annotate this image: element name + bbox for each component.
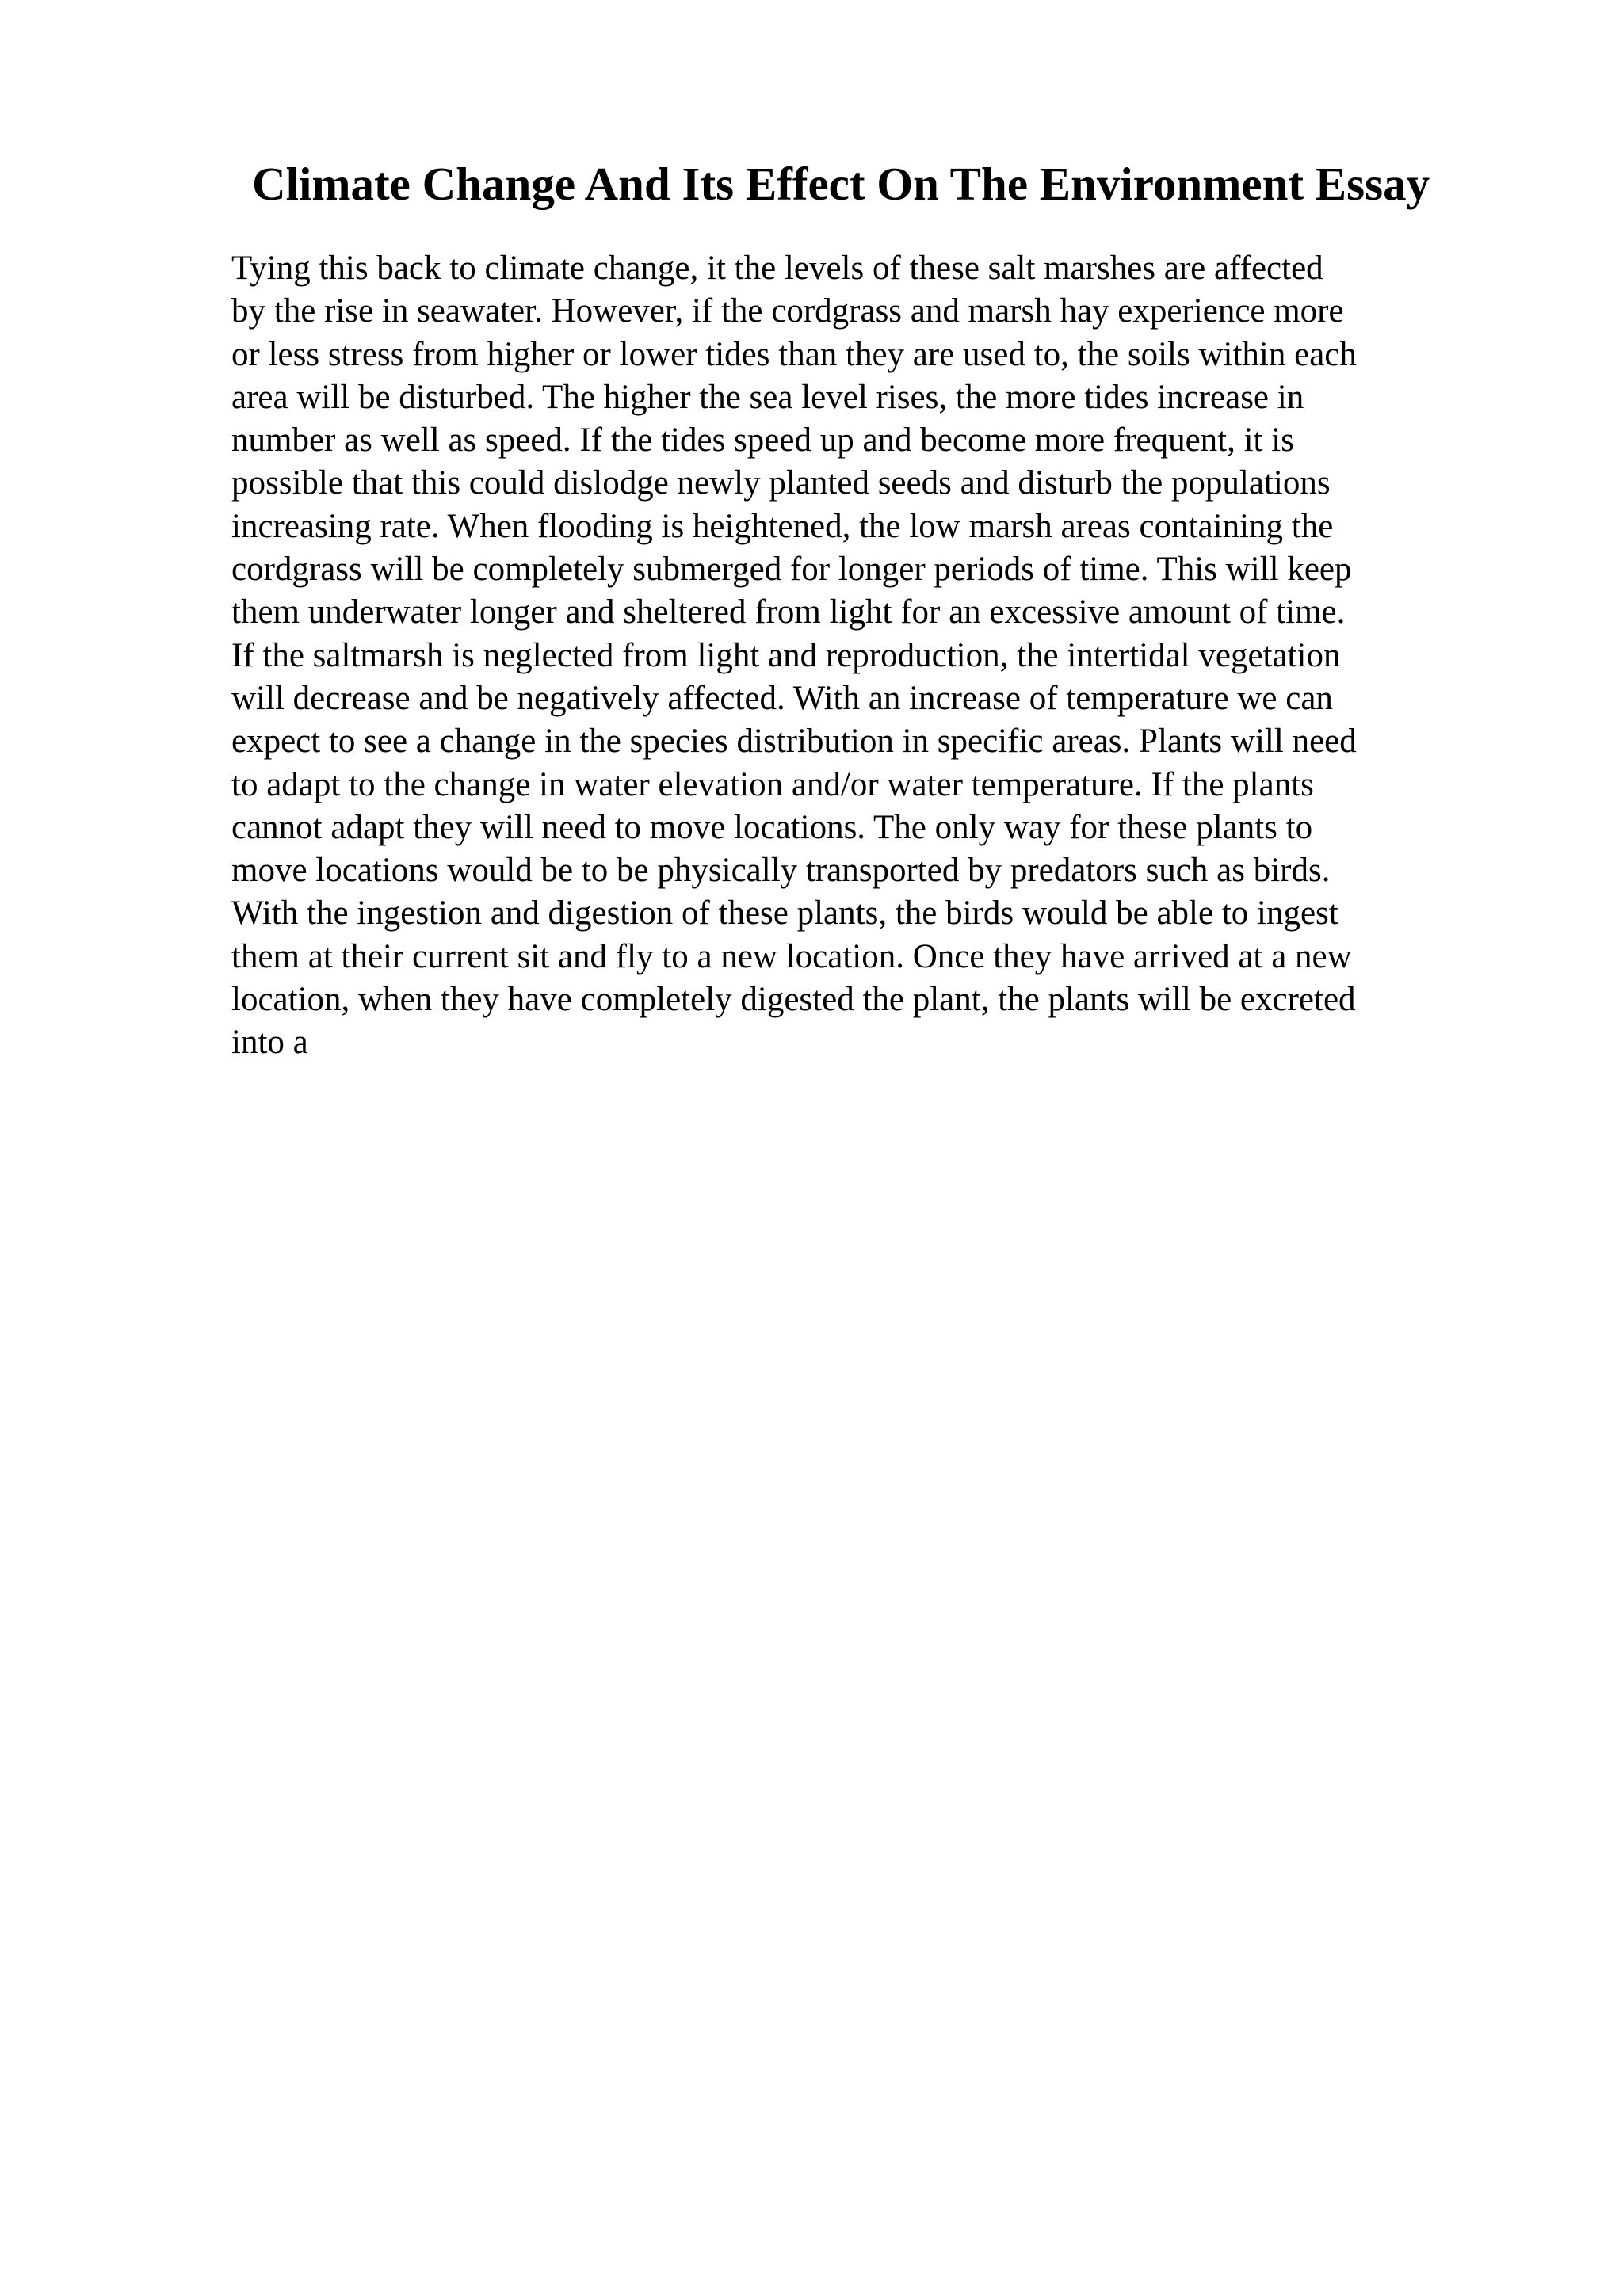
essay-line: If the saltmarsh is neglected from light and reproduction, the intertidal vegetation	[231, 636, 1341, 674]
essay-line: increasing rate. When flooding is heightened, the low marsh areas containing the	[231, 507, 1334, 545]
essay-line: possible that this could dislodge newly planted seeds and disturb the populations	[231, 464, 1331, 502]
document-title: Climate Change And Its Effect On The Environment Essay	[252, 158, 1430, 210]
essay-line: Tying this back to climate change, it the levels of these salt marshes are affected	[231, 250, 1323, 287]
essay-line: cannot adapt they will need to move locations. The only way for these plants to	[231, 808, 1313, 846]
essay-line: cordgrass will be completely submerged for longer periods of time. This will keep	[231, 551, 1352, 589]
essay-line: to adapt to the change in water elevation and/or water temperature. If the plants	[231, 765, 1314, 803]
essay-line: location, when they have completely digested the plant, the plants will be excreted	[231, 981, 1356, 1019]
essay-line: them underwater longer and sheltered from light for an excessive amount of time.	[231, 593, 1346, 631]
essay-line: With the ingestion and digestion of these plants, the birds would be able to ingest	[231, 894, 1338, 933]
essay-line: will decrease and be negatively affected. With an increase of temperature we can	[231, 679, 1333, 717]
essay-line: them at their current sit and fly to a new location. Once they have arrived at a new	[231, 937, 1352, 975]
essay-line: into a	[231, 1024, 308, 1062]
essay-body	[231, 247, 1579, 1065]
essay-line: move locations would be to be physically transported by predators such as birds.	[231, 852, 1331, 890]
essay-line: or less stress from higher or lower tides than they are used to, the soils within each	[231, 335, 1357, 373]
essay-line: number as well as speed. If the tides speed up and become more frequent, it is	[231, 421, 1294, 460]
essay-line: by the rise in seawater. However, if the cordgrass and marsh hay experience more	[231, 292, 1344, 330]
essay-line: area will be disturbed. The higher the sea level rises, the more tides increase in	[231, 378, 1304, 416]
essay-line: expect to see a change in the species distribution in specific areas. Plants will need	[231, 723, 1357, 761]
